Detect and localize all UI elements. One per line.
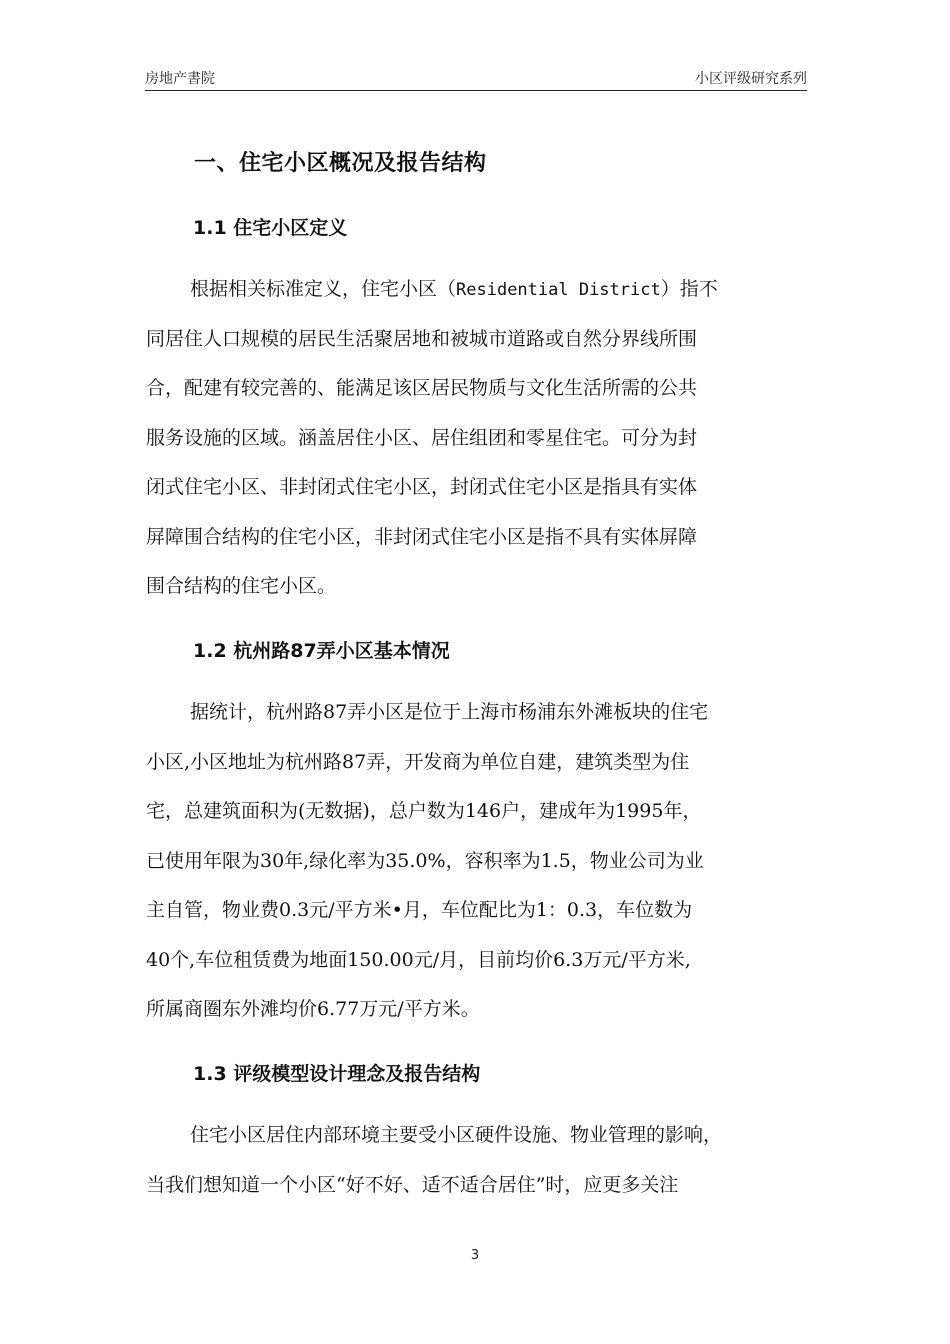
- heading-1-3: 1.3 评级模型设计理念及报告结构: [193, 1063, 481, 1085]
- paragraph-line: 当我们想知道一个小区“好不好、适不适合居住”时，应更多关注: [146, 1173, 679, 1196]
- paragraph-line: 主自管，物业费0.3元/平方米•月，车位配比为1：0.3，车位数为: [146, 899, 693, 921]
- paragraph-line: 服务设施的区域。涵盖居住小区、居住组团和零星住宅。可分为封: [146, 426, 698, 449]
- paragraph-line: 小区,小区地址为杭州路87弄，开发商为单位自建，建筑类型为住: [146, 750, 690, 773]
- page-header: [145, 66, 807, 91]
- paragraph-line: 根据相关标准定义，住宅小区（Residential District）指不: [190, 278, 718, 300]
- paragraph-line: 据统计，杭州路87弄小区是位于上海市杨浦东外滩板块的住宅: [190, 701, 709, 723]
- section-title: 一、住宅小区概况及报告结构: [194, 151, 487, 176]
- header-publisher: 房地产書院: [145, 71, 215, 87]
- page-number: 3: [470, 1248, 480, 1263]
- paragraph-line: 围合结构的住宅小区。: [146, 575, 337, 597]
- paragraph-line: 屏障围合结构的住宅小区，非封闭式住宅小区是指不具有实体屏障: [146, 525, 698, 548]
- heading-1-1: 1.1 住宅小区定义: [193, 217, 348, 239]
- paragraph-1-3: [146, 1111, 816, 1210]
- paragraph-1-2: [146, 688, 816, 1035]
- paragraph-line: 闭式住宅小区、非封闭式住宅小区，封闭式住宅小区是指具有实体: [146, 476, 698, 498]
- header-series-title: 小区评级研究系列: [695, 71, 807, 87]
- paragraph-1-1: [146, 265, 816, 612]
- paragraph-line: 住宅小区居住内部环境主要受小区硬件设施、物业管理的影响，: [190, 1124, 723, 1146]
- paragraph-line: 合，配建有较完善的、能满足该区居民物质与文化生活所需的公共: [146, 377, 698, 399]
- paragraph-line: 同居住人口规模的居民生活聚居地和被城市道路或自然分界线所围: [146, 327, 698, 350]
- heading-1-2: 1.2 杭州路87弄小区基本情况: [193, 640, 450, 662]
- paragraph-line: 所属商圈东外滩均价6.77万元/平方米。: [146, 998, 480, 1020]
- paragraph-line: 40个,车位租赁费为地面150.00元/月，目前均价6.3万元/平方米,: [146, 948, 691, 971]
- paragraph-line: 宅，总建筑面积为(无数据)，总户数为146户，建成年为1995年，: [146, 800, 702, 822]
- paragraph-line: 已使用年限为30年,绿化率为35.0%，容积率为1.5，物业公司为业: [146, 849, 704, 872]
